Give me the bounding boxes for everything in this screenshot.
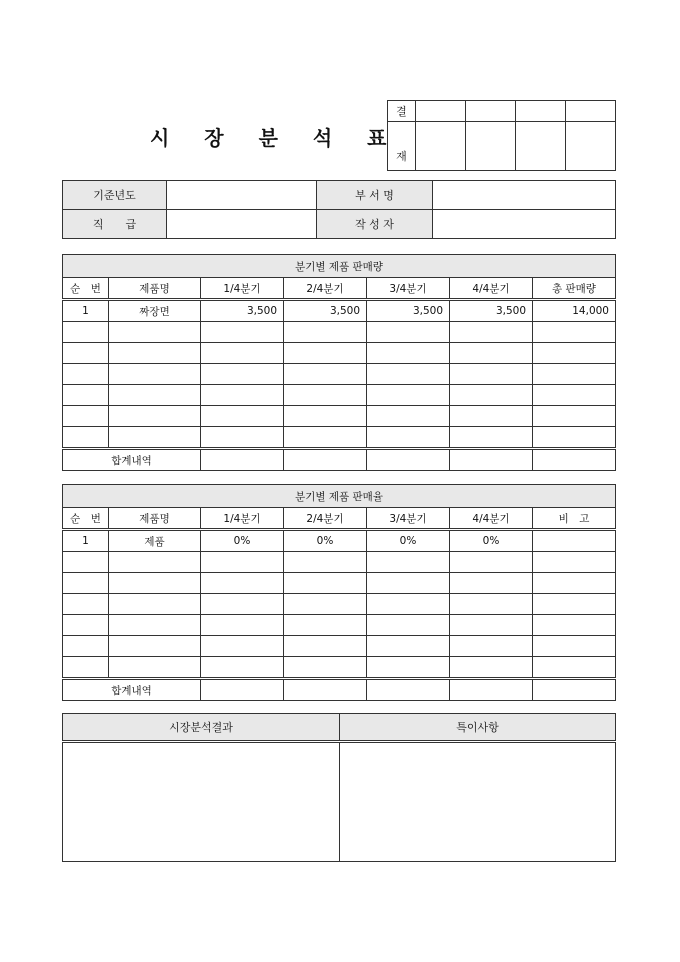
table-row [63, 427, 616, 449]
approval-sign-cell[interactable] [516, 122, 566, 171]
table-cell[interactable] [367, 657, 450, 679]
table-cell[interactable]: 제품 [109, 530, 201, 552]
table-cell[interactable] [201, 615, 284, 636]
table-cell[interactable] [63, 657, 109, 679]
total-cell[interactable] [533, 679, 616, 701]
table-cell[interactable] [533, 343, 616, 364]
col-header-q1: 1/4분기 [201, 278, 284, 300]
col-header-q3: 3/4분기 [367, 278, 450, 300]
total-cell[interactable] [367, 449, 450, 471]
table-cell[interactable] [284, 322, 367, 343]
table-cell[interactable] [533, 530, 616, 552]
table-cell[interactable] [201, 322, 284, 343]
total-cell[interactable] [367, 679, 450, 701]
table-row [63, 300, 616, 322]
table-cell[interactable] [450, 322, 533, 343]
table-cell[interactable] [284, 573, 367, 594]
table-cell[interactable] [367, 552, 450, 573]
table-cell[interactable] [533, 427, 616, 449]
table-cell[interactable]: 14,000 [533, 300, 616, 322]
table-cell[interactable] [201, 552, 284, 573]
table-cell[interactable] [533, 385, 616, 406]
table-cell[interactable] [201, 343, 284, 364]
table-cell[interactable] [367, 343, 450, 364]
position-field[interactable] [167, 210, 317, 239]
col-header-q2: 2/4분기 [284, 508, 367, 530]
notes-field[interactable] [340, 742, 616, 862]
table-cell[interactable] [533, 364, 616, 385]
col-header-q1: 1/4분기 [201, 508, 284, 530]
table-cell[interactable] [533, 322, 616, 343]
approval-sign-cell[interactable] [466, 122, 516, 171]
table-cell[interactable] [367, 322, 450, 343]
table-row [63, 657, 616, 679]
table-cell[interactable] [450, 427, 533, 449]
table-cell[interactable] [450, 552, 533, 573]
sales-volume-total-label: 합계내역 [63, 449, 201, 471]
table-cell[interactable]: 3,500 [201, 300, 284, 322]
table-cell[interactable] [533, 552, 616, 573]
table-cell[interactable] [284, 427, 367, 449]
table-cell[interactable] [109, 552, 201, 573]
table-cell[interactable] [63, 636, 109, 657]
table-cell[interactable]: 3,500 [284, 300, 367, 322]
table-cell[interactable] [367, 615, 450, 636]
department-label: 부 서 명 [317, 181, 433, 210]
table-cell[interactable] [201, 364, 284, 385]
approval-cell[interactable] [566, 101, 616, 122]
table-cell[interactable] [533, 615, 616, 636]
approval-label-bottom: 재 [388, 122, 416, 171]
table-cell[interactable] [201, 427, 284, 449]
col-header-product: 제품명 [109, 508, 201, 530]
total-cell[interactable] [201, 679, 284, 701]
table-row [63, 594, 616, 615]
table-cell[interactable] [284, 636, 367, 657]
table-cell[interactable] [284, 657, 367, 679]
base-year-label: 기준년도 [63, 181, 167, 210]
table-row [63, 343, 616, 364]
analysis-result-field[interactable] [63, 742, 340, 862]
table-cell[interactable] [533, 406, 616, 427]
table-cell[interactable] [284, 406, 367, 427]
table-row [63, 364, 616, 385]
sales-rate-total-label: 합계내역 [63, 679, 201, 701]
table-cell[interactable]: 짜장면 [109, 300, 201, 322]
table-cell[interactable] [63, 364, 109, 385]
table-cell[interactable] [367, 573, 450, 594]
table-cell[interactable]: 0% [201, 530, 284, 552]
table-cell[interactable] [109, 322, 201, 343]
table-cell[interactable] [450, 636, 533, 657]
table-cell[interactable] [450, 594, 533, 615]
table-cell[interactable] [450, 343, 533, 364]
table-cell[interactable] [63, 406, 109, 427]
table-cell[interactable] [109, 636, 201, 657]
base-year-field[interactable] [167, 181, 317, 210]
table-row [63, 406, 616, 427]
table-cell[interactable] [63, 552, 109, 573]
table-cell[interactable] [533, 573, 616, 594]
table-row [63, 552, 616, 573]
analysis-result-label: 시장분석결과 [63, 714, 340, 742]
col-header-no: 순 번 [63, 278, 109, 300]
table-cell[interactable]: 3,500 [367, 300, 450, 322]
notes-label: 특이사항 [340, 714, 616, 742]
sales-rate-table [62, 484, 616, 701]
table-cell[interactable] [367, 636, 450, 657]
table-cell[interactable] [367, 594, 450, 615]
table-cell[interactable] [367, 406, 450, 427]
table-cell[interactable] [63, 427, 109, 449]
table-row [63, 615, 616, 636]
table-cell[interactable] [450, 573, 533, 594]
approval-sign-cell[interactable] [416, 122, 466, 171]
table-cell[interactable]: 0% [450, 530, 533, 552]
table-cell[interactable]: 1 [63, 530, 109, 552]
table-cell[interactable] [533, 594, 616, 615]
total-cell[interactable] [284, 679, 367, 701]
table-cell[interactable]: 1 [63, 300, 109, 322]
total-cell[interactable] [201, 449, 284, 471]
result-table [62, 713, 616, 862]
total-cell[interactable] [450, 679, 533, 701]
table-cell[interactable] [450, 657, 533, 679]
sales-rate-caption: 분기별 제품 판매율 [63, 485, 616, 508]
col-header-q4: 4/4분기 [450, 508, 533, 530]
table-cell[interactable] [284, 364, 367, 385]
author-label: 작 성 자 [317, 210, 433, 239]
table-cell[interactable] [109, 594, 201, 615]
col-header-q2: 2/4분기 [284, 278, 367, 300]
table-cell[interactable] [201, 385, 284, 406]
total-cell[interactable] [284, 449, 367, 471]
sales-volume-table [62, 254, 616, 471]
col-header-no: 순 번 [63, 508, 109, 530]
table-cell[interactable] [284, 594, 367, 615]
table-cell[interactable]: 0% [367, 530, 450, 552]
table-cell[interactable] [109, 343, 201, 364]
table-cell[interactable] [109, 657, 201, 679]
table-cell[interactable] [109, 573, 201, 594]
table-cell[interactable] [63, 573, 109, 594]
table-row [63, 385, 616, 406]
table-cell[interactable]: 3,500 [450, 300, 533, 322]
total-cell[interactable] [533, 449, 616, 471]
table-cell[interactable] [63, 322, 109, 343]
table-cell[interactable] [450, 615, 533, 636]
table-row [63, 573, 616, 594]
table-cell[interactable] [367, 364, 450, 385]
table-cell[interactable] [201, 594, 284, 615]
table-cell[interactable] [201, 636, 284, 657]
table-row [63, 530, 616, 552]
table-cell[interactable] [63, 615, 109, 636]
col-header-q4: 4/4분기 [450, 278, 533, 300]
table-cell[interactable] [201, 657, 284, 679]
department-field[interactable] [433, 181, 616, 210]
table-cell[interactable] [109, 406, 201, 427]
table-cell[interactable] [284, 615, 367, 636]
approval-cell[interactable] [466, 101, 516, 122]
table-cell[interactable] [201, 573, 284, 594]
table-cell[interactable] [109, 615, 201, 636]
position-label: 직 급 [63, 210, 167, 239]
table-cell[interactable] [63, 385, 109, 406]
table-cell[interactable] [63, 343, 109, 364]
table-cell[interactable] [109, 364, 201, 385]
table-row [63, 636, 616, 657]
col-header-q3: 3/4분기 [367, 508, 450, 530]
table-cell[interactable] [367, 427, 450, 449]
table-cell[interactable] [284, 552, 367, 573]
table-cell[interactable] [284, 385, 367, 406]
table-cell[interactable] [109, 385, 201, 406]
total-cell[interactable] [450, 449, 533, 471]
table-cell[interactable] [201, 406, 284, 427]
table-cell[interactable] [533, 636, 616, 657]
table-cell[interactable] [63, 594, 109, 615]
table-cell[interactable] [109, 427, 201, 449]
table-row [63, 322, 616, 343]
table-cell[interactable] [450, 406, 533, 427]
table-cell[interactable] [284, 343, 367, 364]
info-table [62, 180, 616, 239]
page-title: 시 장 분 석 표 [150, 126, 401, 150]
table-cell[interactable] [450, 385, 533, 406]
sales-volume-caption: 분기별 제품 판매량 [63, 255, 616, 278]
approval-cell[interactable] [416, 101, 466, 122]
table-cell[interactable] [450, 364, 533, 385]
col-header-total: 총 판매량 [533, 278, 616, 300]
col-header-remarks: 비 고 [533, 508, 616, 530]
author-field[interactable] [433, 210, 616, 239]
approval-label-top: 결 [388, 101, 416, 122]
table-cell[interactable] [533, 657, 616, 679]
table-cell[interactable]: 0% [284, 530, 367, 552]
approval-cell[interactable] [516, 101, 566, 122]
col-header-product: 제품명 [109, 278, 201, 300]
approval-box [387, 100, 616, 171]
approval-sign-cell[interactable] [566, 122, 616, 171]
table-cell[interactable] [367, 385, 450, 406]
